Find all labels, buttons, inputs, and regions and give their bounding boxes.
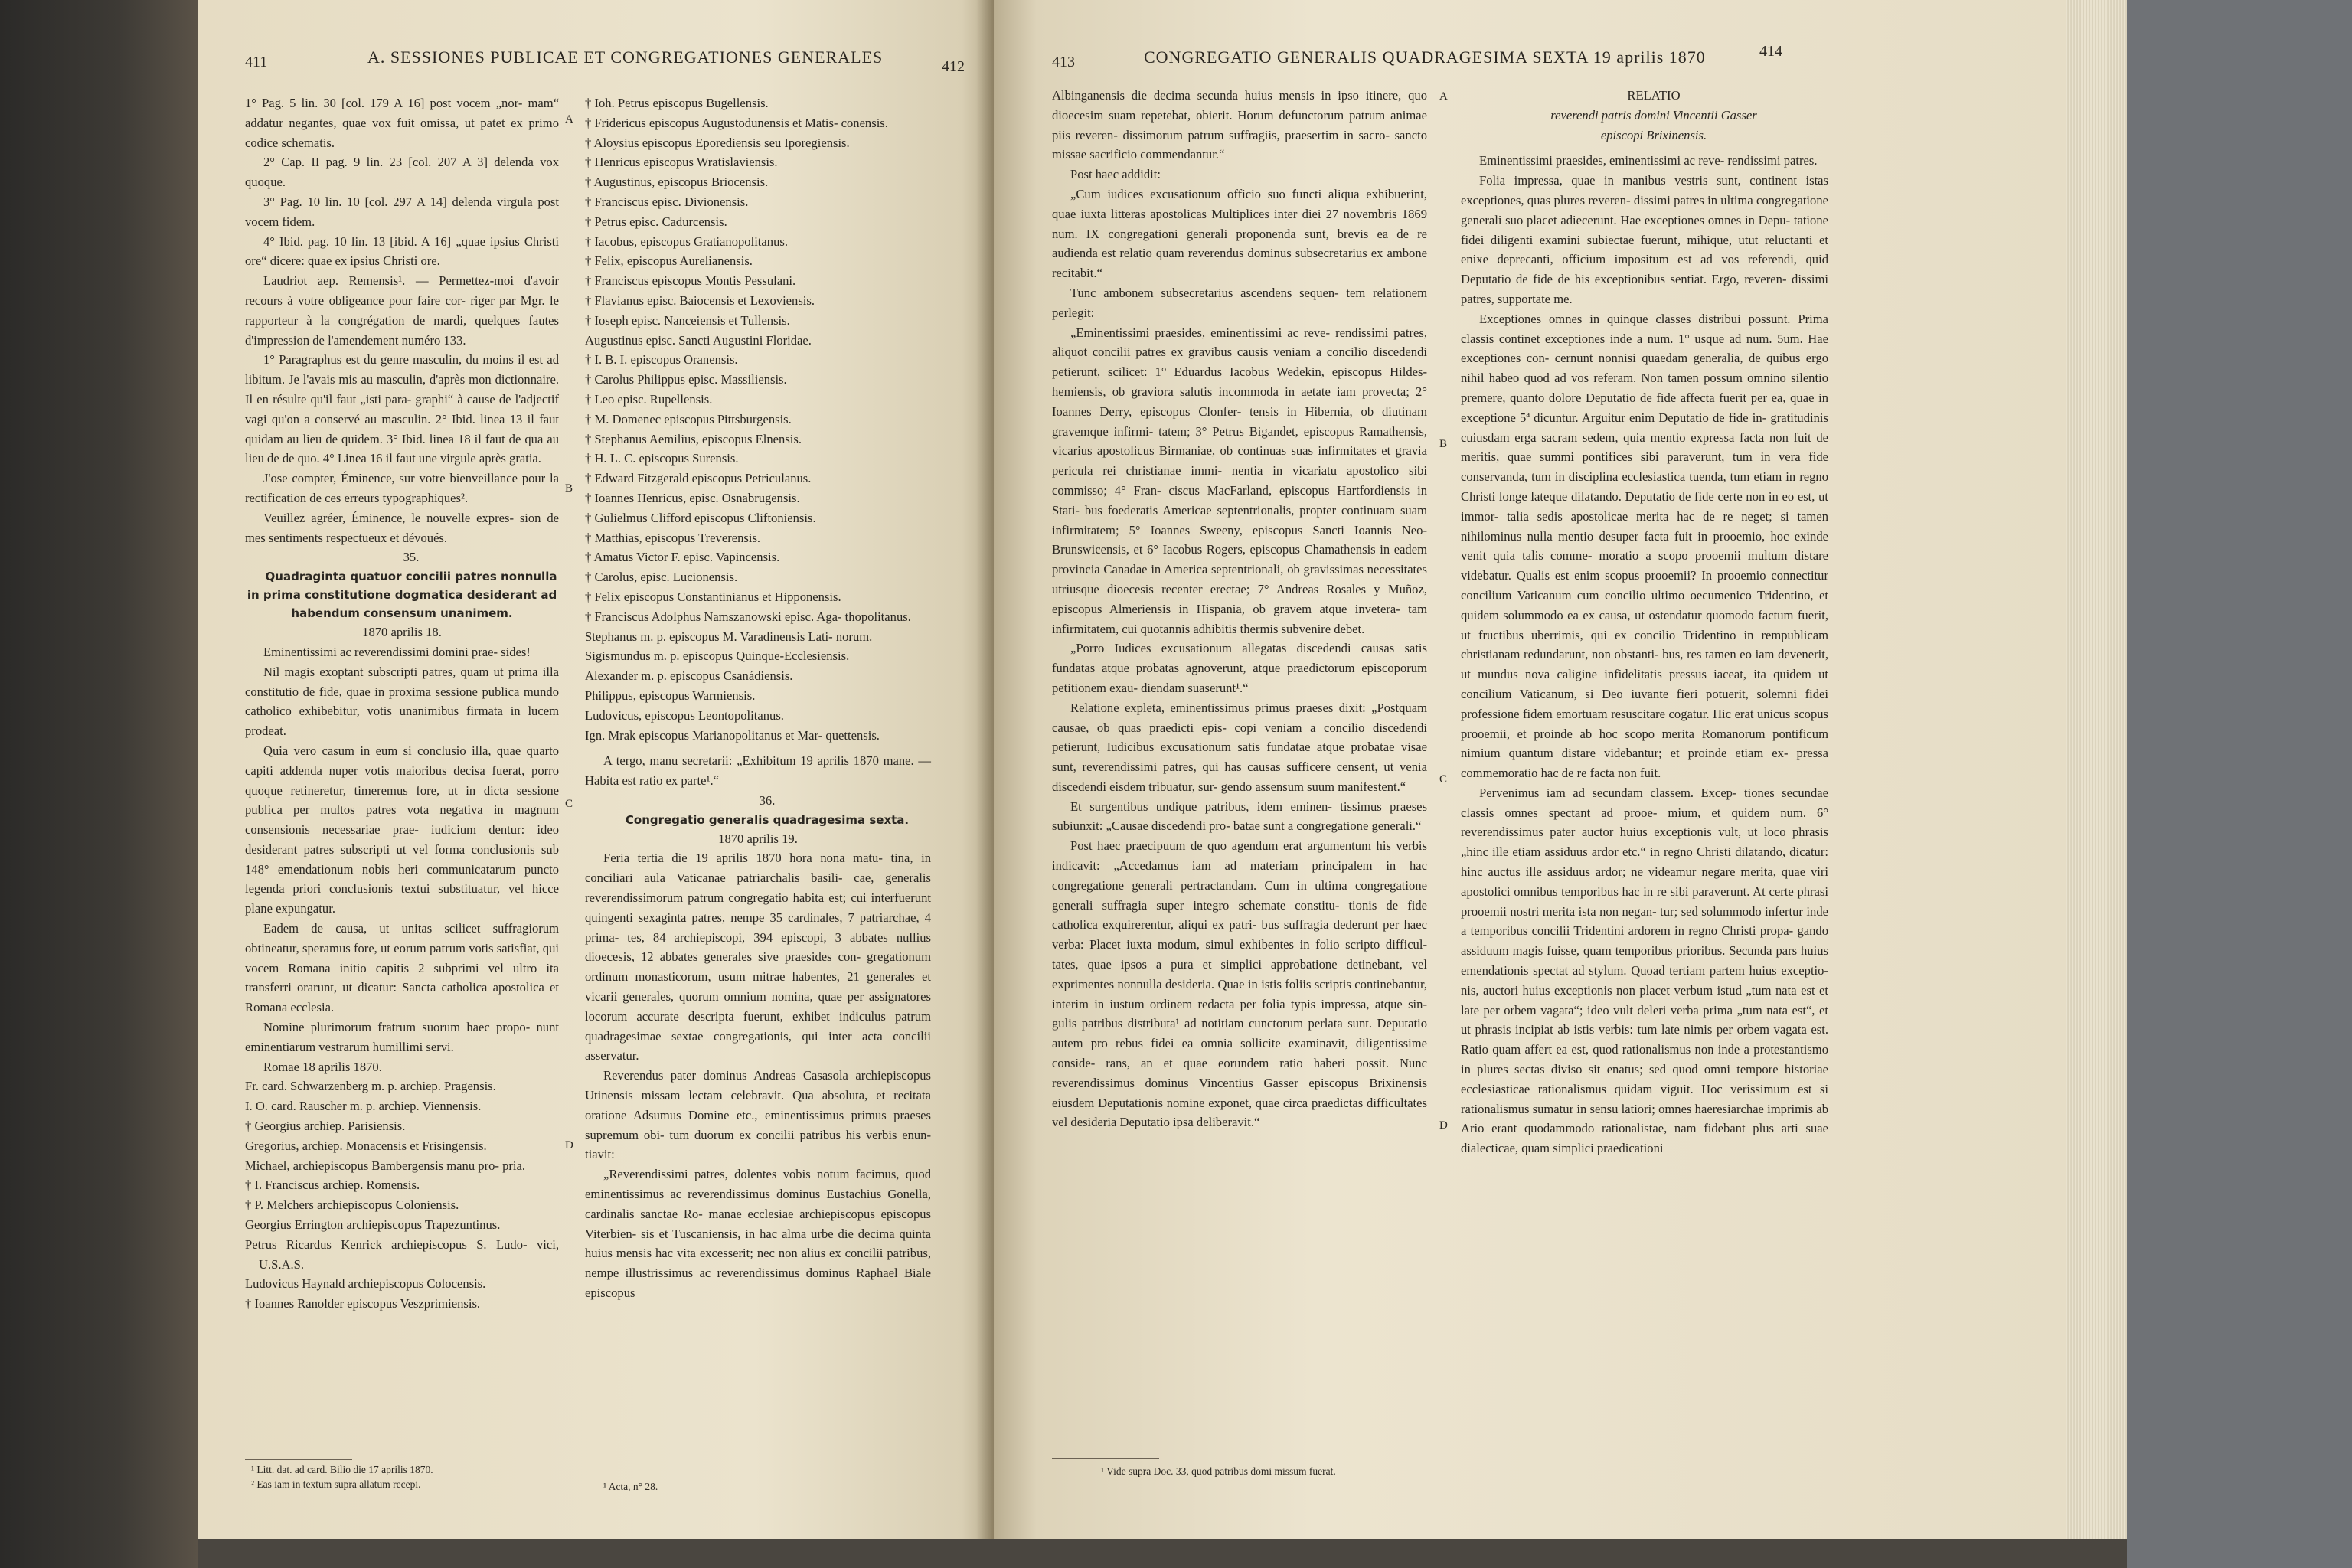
paragraph: Tunc ambonem subsecretarius ascendens sequen- tem relationem perlegit: [1052, 285, 1427, 320]
col1-body [245, 642, 559, 1077]
paragraph: Relatione expleta, eminentissimus primus praeses dixit: „Postquam causae, ob quas praedicti epis- copi veniam a concilio discedendi petierunt, Iudicibus excusationum satis fundatae atque probatae visae sunt, reverendissimi patres, qui has causas sufficere censent, ut venia discedendi eisdem tribuatur, sur- gendo assensum suum manifestent.“ [1052, 700, 1427, 794]
section-36-number: 36. [759, 792, 776, 808]
paragraph: † Aloysius episcopus Eporediensis seu Iporegiensis. [585, 135, 850, 150]
left-column-2 [585, 93, 931, 1303]
paragraph: † Felix episcopus Constantinianus et Hipponensis. [585, 589, 841, 604]
section-35-date: 1870 aprilis 18. [362, 625, 442, 640]
section-35-number: 35. [403, 550, 420, 565]
paragraph: Michael, archiepiscopus Bambergensis manu pro- pria. [245, 1158, 526, 1173]
paragraph: † Franciscus episcopus Montis Pessulani. [585, 273, 796, 289]
paragraph: 3° Pag. 10 lin. 10 [col. 297 A 14] delenda virgula post vocem fidem. [245, 194, 559, 229]
paragraph: J'ose compter, Éminence, sur votre bienveillance pour la rectification de ces erreurs typographiques². [245, 471, 559, 505]
paragraph: Nomine plurimorum fratrum suorum haec propo- nunt eminentiarum vestrarum humillimi servi. [245, 1020, 559, 1054]
paragraph: † Ioh. Petrus episcopus Bugellensis. [585, 96, 769, 110]
paragraph: Et surgentibus undique patribus, idem eminen- tissimus praeses subiunxit: „Causae discedendi pro- batae sunt a congregatione generali.“ [1052, 799, 1427, 834]
paragraph: † Iacobus, episcopus Gratianopolitanus. [585, 234, 788, 249]
margin-letter-b: B [565, 482, 573, 495]
page-number-413: 413 [1052, 54, 1075, 70]
paragraph: Georgius Errington archiepiscopus Trapezuntinus. [245, 1217, 501, 1233]
margin-letter-a: A [565, 113, 573, 126]
paragraph: Quia vero casum in eum si conclusio illa, quae quarto capiti addenda nuper votis maioribus decisa fuerat, porro quoque retineretur, timeremus fore, ut in dicta sessione publica per multos patres vota negativa in magnum consensionis necessariae prae- iudicium dentur: ideo desiderant patres subscripti ut vel forma conclusionis sub 148° emendationum nobis heri communicatarum puncto legenda priori conclusionis textui substituatur, vel hicce plane expungatur. [245, 743, 559, 916]
paragraph: † Amatus Victor F. episc. Vapincensis. [585, 550, 780, 565]
paragraph: Ludovicus, episcopus Leontopolitanus. [585, 707, 784, 723]
paragraph: Feria tertia die 19 aprilis 1870 hora nona matu- tina, in conciliari aula Vaticanae patriarchalis basili- cae, generalis reverendissimorum patrum congregatio habita est; cui interfuerunt quingenti sexaginta patres, nempe 35 cardinales, 7 patriarchae, 4 prima- tes, 84 archiepiscopi, 394 episcopi, 3 abbates nullius dioecesis, 12 abbates generales sive praesides con- gregationum ordinum monasticorum, usum mitrae habentes, 21 generales et vicarii generales, quorum omnium nomina, quae per assignatores locorum accurate descripta fuerunt, exhibet indiculus patrum quadragesimae sextae congregationis, qui inter acta concilii asservatur. [585, 851, 931, 1063]
paragraph: † Ioseph episc. Nanceiensis et Tullensis. [585, 312, 790, 328]
paragraph: Eminentissimi praesides, eminentissimi ac reve- rendissimi patres. [1479, 153, 1818, 168]
col2-signatories [585, 93, 931, 745]
col1-paragraphs [245, 93, 559, 547]
left-column-1 [245, 93, 559, 1314]
paragraph: † Petrus episc. Cadurcensis. [585, 214, 727, 229]
paragraph: Alexander m. p. episcopus Csanádiensis. [585, 668, 793, 684]
margin-letter-c: C [565, 798, 573, 810]
footnote-rule-3 [1052, 1458, 1159, 1459]
paragraph: Romae 18 aprilis 1870. [263, 1059, 382, 1074]
paragraph: Philippus, episcopus Warmiensis. [585, 688, 756, 703]
right-column-2 [1461, 86, 1828, 1158]
paragraph: Fr. card. Schwarzenberg m. p. archiep. Pragensis. [245, 1079, 496, 1094]
paragraph: Petrus Ricardus Kenrick archiepiscopus S. Ludo- vici, U.S.A.S. [245, 1236, 559, 1272]
col2-body [585, 848, 931, 1302]
footnote-rule [245, 1459, 352, 1460]
paragraph: † Augustinus, episcopus Briocensis. [585, 175, 769, 190]
paragraph: † I. Franciscus archiep. Romensis. [245, 1178, 420, 1193]
paragraph: Ign. Mrak episcopus Marianopolitanus et Mar- quettensis. [585, 727, 880, 743]
left-page [198, 0, 994, 1539]
paragraph: † Felix, episcopus Aurelianensis. [585, 253, 753, 269]
right-column-1 [1052, 86, 1427, 1132]
relatio-subtitle-1: reverendi patris domini Vincentii Gasser [1550, 107, 1757, 122]
tergo-note: A tergo, manu secretarii: „Exhibitum 19 aprilis 1870 mane. — Habita est ratio ex parte¹.“ [585, 753, 931, 789]
col3-body [1052, 86, 1427, 1132]
paragraph: Nil magis exoptant subscripti patres, quam ut prima illa constitutio de fide, quae in proxima sessione publica mundo catholico exhibebitur, votis unanimibus firmata in lucem prodeat. [245, 664, 559, 739]
page-block-edge [2066, 0, 2127, 1554]
relatio-subtitle-2: episcopi Brixinensis. [1600, 127, 1707, 142]
paragraph: † Matthias, episcopus Treverensis. [585, 530, 761, 545]
paragraph: † Franciscus Adolphus Namszanowski episc. Aga- thopolitanus. [585, 609, 911, 624]
col1-signatories [245, 1076, 559, 1314]
paragraph: † Carolus, episc. Lucionensis. [585, 570, 738, 585]
paragraph: Reverendus pater dominus Andreas Casasola archiepiscopus Utinensis missam lectam celebravit. Qua absoluta, et recitata oratione Adsumus Domine etc., eminentissimus primus praeses supremum obi- tum duorum ex concilii patribus his verbis enun- tiavit: [585, 1068, 931, 1162]
right-running-header: CONGREGATIO GENERALIS QUADRAGESIMA SEXTA 19 aprilis 1870 [1144, 47, 1706, 67]
paragraph: † Franciscus episc. Divionensis. [585, 194, 749, 209]
paragraph: 4° Ibid. pag. 10 lin. 13 [ibid. A 16] „quae ipsius Christi ore“ dicere: quae ex ipsius Christi ore. [245, 234, 559, 269]
paragraph: † Ioannes Ranolder episcopus Veszprimiensis. [245, 1296, 481, 1312]
paragraph: † H. L. C. episcopus Surensis. [585, 451, 739, 466]
margin-letter-c-right: C [1439, 773, 1448, 786]
paragraph: Sigismundus m. p. episcopus Quinque-Ecclesiensis. [585, 648, 850, 664]
paragraph: Augustinus episc. Sancti Augustini Floridae. [585, 332, 812, 348]
relatio-title: RELATIO [1627, 88, 1681, 103]
paragraph: † M. Domenec episcopus Pittsburgensis. [585, 411, 792, 426]
paragraph: † Carolus Philippus episc. Massiliensis. [585, 372, 787, 387]
paragraph: † Gulielmus Clifford episcopus Cliftoniensis. [585, 510, 816, 525]
paragraph: „Reverendissimi patres, dolentes vobis notum facimus, quod eminentissimus ac reverendissimus dominus Eustachius Gonella, cardinalis sanctae Ro- manae ecclesiae archiepiscopus episcopus Viterbien- sis et Tuscaniensis, in hac alma urbe die decima quinta huius mensis hac vita excesserit; nec non alius ex concilii patribus, nempe illustrissimus ac reverendissimus dominus Raphael Biale episcopus [585, 1167, 931, 1301]
section-36-date: 1870 aprilis 19. [718, 831, 798, 846]
paragraph: † Stephanus Aemilius, episcopus Elnensis. [585, 431, 802, 446]
col2-footnote: ¹ Acta, n° 28. [603, 1481, 658, 1492]
paragraph: Post haec addidit: [1070, 167, 1161, 182]
paragraph: † Leo episc. Rupellensis. [585, 391, 713, 407]
page-number-414: 414 [1759, 43, 1782, 60]
paragraph: Albinganensis die decima secunda huius mensis in ipso itinere, quo dioecesim suam repetebat, obierit. Horum defunctorum patrum animae piis reveren- dissimorum patrum suffragiis, praesertim in sacro- sancto missae sacrificio commendantur.“ [1052, 88, 1427, 162]
paragraph: † Edward Fitzgerald episcopus Petriculanus. [585, 471, 812, 486]
margin-letter-a-right: A [1439, 90, 1448, 103]
paragraph: † Flavianus episc. Baiocensis et Lexoviensis. [585, 292, 815, 308]
footnote: ² Eas iam in textum supra allatum recepi. [251, 1478, 421, 1490]
paragraph: † P. Melchers archiepiscopus Coloniensis. [245, 1197, 459, 1213]
paragraph: Veuillez agréer, Éminence, le nouvelle expres- sion de mes sentiments respectueux et dévoués. [245, 510, 559, 545]
paragraph: † Henricus episcopus Wratislaviensis. [585, 155, 778, 170]
book-cover-edge [0, 0, 198, 1568]
section-35-title: Quadraginta quatuor concilii patres nonnulla in prima constitutione dogmatica desiderant ad habendum consensum unanimem. [247, 570, 557, 621]
page-number-412: 412 [942, 58, 965, 75]
paragraph: † Georgius archiep. Parisiensis. [245, 1119, 406, 1134]
col4-body [1461, 151, 1828, 1158]
paragraph: Post haec praecipuum de quo agendum erat argumentum his verbis indicavit: „Accedamus iam ad materiam principalem in hac congregatione generali pertractandam. Cum in ultima congregatione generali suffragia super integro schemate constitu- tionis de fide catholica exquirerentur, aliqui ex patri- bus suffragia dederunt per haec verba: Placet iuxta modum, simul exhibentes in folio scripto difficul- tates, quae ipsos a pura et simplici approbatione detinebant, vel exprimentes nonnulla desideria. Quae in istis foliis scriptis continebantur, interim in iustum ordinem redacta per folia typis impressa, atque sin- gulis patribus distributa¹ ad notitiam cunctorum perlata sunt. Deputatio autem pro rebus fidei ea omnia sollicite examinavit, diligentissime conside- rans, an et quae eorundem ratio haberi possit. Nunc reverendissimus dominus Vincentius Gasser episcopus Brixinensis eiusdem Deputationis nomine exponet, quae circa praedictas difficultates vel desideria Deputatio ipsa deliberavit.“ [1052, 838, 1427, 1130]
paragraph: Eadem de causa, ut unitas scilicet suffragiorum obtineatur, speramus fore, ut eorum patrum votis satisfiat, qui vocem Romana initio capitis 2 subprimi vel ultro ita transferri orarunt, ut dicatur: Sancta catholica apostolica et Romana ecclesia. [245, 921, 559, 1015]
paragraph: I. O. card. Rauscher m. p. archiep. Viennensis. [245, 1099, 482, 1114]
paragraph: Stephanus m. p. episcopus M. Varadinensis Lati- norum. [585, 629, 873, 644]
bottom-shadow [198, 1539, 2127, 1568]
paragraph: „Eminentissimi praesides, eminentissimi ac reve- rendissimi patres, aliquot concilii patres ex gravibus causis veniam a concilio discedendi petierunt, scilicet: 1° Eduardus Iacobus Wedekin, episcopus Hildes- hemiensis, ob graviora salutis incommoda in aetate iam provecta; 2° Ioannes Derry, episcopus Clonfer- tensis in Hibernia, ob diutinam gravemque infirmi- tatem; 3° Petrus Bigandet, episcopus Ramathensis, vicarius apostolicus Birmaniae, ob continuas suas infirmitates et gravia pericula rei christianae immi- nentia in vicariatu apostolico sibi commisso; 4° Fran- ciscus MacFarland, episcopus Hartfordiensis in Stati- bus foederatis Americae septentrionalis, propter continuam suam infirmitatem; 5° Ioannes Sweeny, episcopus Sancti Ioannis Neo-Brunswicensis, et 6° Iacobus Rogers, episcopus Chamathensis in eadem provincia Canadae in America septentrionali, ob gravissimas necessitates utriusque dioecesis recenter erectae; 7° Andreas Rosales y Muñoz, episcopus Almeriensis in Hispania, ob gravem atque invetera- tam infirmitatem, cui quotannis adhibitis thermis subvenire debet. [1052, 325, 1427, 636]
page-number-411: 411 [245, 54, 268, 70]
margin-letter-d-right: D [1439, 1119, 1448, 1132]
paragraph: † I. B. I. episcopus Oranensis. [585, 352, 738, 368]
paragraph: 1° Pag. 5 lin. 30 [col. 179 A 16] post vocem „nor- mam“ addatur negantes, quae vox fuit omissa, ut patet ex primo codice schematis. [245, 96, 559, 150]
section-36-title: Congregatio generalis quadragesima sexta. [625, 812, 910, 827]
col3-footnote: ¹ Vide supra Doc. 33, quod patribus domi missum fuerat. [1101, 1465, 1336, 1477]
margin-letter-b-right: B [1439, 438, 1448, 450]
footnote: ¹ Litt. dat. ad card. Bilio die 17 aprilis 1870. [251, 1464, 433, 1475]
paragraph: Exceptiones omnes in quinque classes distribui possunt. Prima classis continet exceptiones inde a num. 1° usque ad num. 5um. Hae exceptiones con- cernunt nonnisi quaedam generalia, de quibus ergo nihil habeo quod ad vos referam. Non tamen possum omnino silentio premere, quanto dolore Deputatio de fide affecta fuerit per ea, quae in exceptione 5ª dicuntur. Arguitur enim Deputatio de fide in- gratitudinis cuiusdam erga sacram sedem, quia mentio expressa facta non fuit de meritis, quae summi pontifices sibi paraverunt, tum in vera fide conservanda, tum in disciplina ecclesiastica tuenda, tum etiam in regno Christi longe lateque dilatando. Deputatio de fide certe non in eo est, ut immor- talia sedis apostolicae merita hac de re neget; si tamen nihilominus nulla mentio desuper facta fuit in prooemio, hoc exinde venit quia talis comme- moratio a scopo prooemii multum distare videbatur. Qualis est enim scopus prooemii? In prooemio connectitur concilium Vaticanum cum concilio ultimo oecumenico Tridentino, et quidem solummodo ea ex causa, ut ostendatur quomodo factum fuerit, ut fructibus uberrimis, qui ex concilio Tridentino in rempublicam christianam redundarunt, non obstanti- bus, res tamen eo iam devenerit, ut mundus nova caligine infidelitatis pressus iaceat, ita quidem ut concilium Vaticanum, si Deo iuvante fieri potuerit, solemni fidei professione fidem emortuam resuscitare cogatur. Hic erat unicus scopus prooemii, et proinde ab hoc scopo merita Romanorum pontificum nimium quantum distare videbantur; et proinde etiam ex- pressa commemoratio hac de re facta non fuit. [1461, 311, 1828, 781]
paragraph: Ludovicus Haynald archiepiscopus Colocensis. [245, 1276, 486, 1292]
paragraph: „Cum iudices excusationum officio suo functi aliqua exhibuerint, quae iuxta litteras apostolicas Multiplices inter diei 27 novembris 1869 num. IX congregationi generali proponenda sunt, brevis ea de re audienda est relatio quam reverendus dominus subsecretarius ex ambone recitabit.“ [1052, 186, 1427, 281]
paragraph: 2° Cap. II pag. 9 lin. 23 [col. 207 A 3] delenda vox quoque. [245, 155, 559, 190]
paragraph: Gregorius, archiep. Monacensis et Frisingensis. [245, 1138, 487, 1153]
paragraph: Pervenimus iam ad secundam classem. Excep- tiones secundae classis omnes spectant ad prooe- mium, et quidem num. 6° reverendissimus pater auctor huius exceptionis vult, ut loco phrasis „hinc ille etiam assiduus ardor etc.“ in regno Christi dilatando, dicatur: hinc auctus ille assiduus ardor; ne videamur negare merita, quae viri apostolici omnibus temporibus hac in re sibi paraverunt. At certe phrasi prooemii nostri merita ista non negan- tur; sed solummodo infertur inde a temporibus concilii Tridentini ardorem in regno Christi propa- gando assiduum magis fuisse, quam temporibus prioribus. Secunda pars huius emendationis spectat ad stylum. Quoad tertiam partem huius exceptio- nis, auctori huius exceptionis non placet verbum istud „tum nata est et late per orbem vagata“; ideo vult deleri verba prima „tum nata est“, et ut phrasis incipiat ab istis verbis: tum late nimis per orbem vagata est. Ratio quam affert ea est, quod rationalismus non inde a protestantismo in plures sectas diviso sit enatus; sed quod omni tempore historiae ecclesiasticae rationalismus quidam viguit. Hoc verissimum est si rationalismus sumatur in sensu latiori; omnes haeresiarchae imprimis ab Ario erant quodammodo rationalistae, nam fidebant plus arti suae dialecticae, quam simplici praedicationi [1461, 785, 1828, 1156]
paragraph: Laudriot aep. Remensis¹. — Permettez-moi d'avoir recours à votre obligeance pour faire cor- riger par Mgr. le rapporteur à la congrégation de mardi, quelques fautes d'impression de l'amendement numéro 133. [245, 273, 559, 348]
paragraph: Eminentissimi ac reverendissimi domini prae- sides! [263, 644, 531, 659]
paragraph: † Ioannes Henricus, episc. Osnabrugensis. [585, 490, 800, 505]
col1-footnotes [251, 1462, 565, 1491]
margin-letter-d: D [565, 1139, 573, 1152]
paragraph: 1° Paragraphus est du genre masculin, du moins il est ad libitum. Je l'avais mis au masculin, d'après mon dictionnaire. Il en résulte qu'il faut „isti para- graphi“ à cause de l'adjectif vagi qu'on a conservé au masculin. 2° Ibid. linea 13 il faut quidam au lieu de quidem. 3° Ibid. linea 18 il faut de qua au lieu de de quo. 4° Linea 16 il faut une virgule après gratia. [245, 352, 559, 466]
paragraph: „Porro Iudices excusationum allegatas discedendi causas satis fundatas atque probatas agnoverunt, atque praedictorum episcoporum petitionem exau- diendam suaserunt¹.“ [1052, 641, 1427, 695]
left-running-header: A. SESSIONES PUBLICAE ET CONGREGATIONES GENERALES [368, 47, 884, 67]
paragraph: Folia impressa, quae in manibus vestris sunt, continent istas exceptiones, quas plures reveren- dissimi patres in ultima congregatione generali suo placet adiecerunt. Hae exceptiones omnes in Depu- tatione fidei diligenti examini subiectae fuerunt, mihique, utut reluctanti et enixe deprecanti, officium impositum est ad vos referendi, quid Deputatio de fide de his exceptionibus sentiat. Ergo, reveren- dissimi patres, supportate me. [1461, 173, 1828, 306]
right-page [994, 0, 2066, 1539]
paragraph: † Fridericus episcopus Augustodunensis et Matis- conensis. [585, 115, 888, 130]
